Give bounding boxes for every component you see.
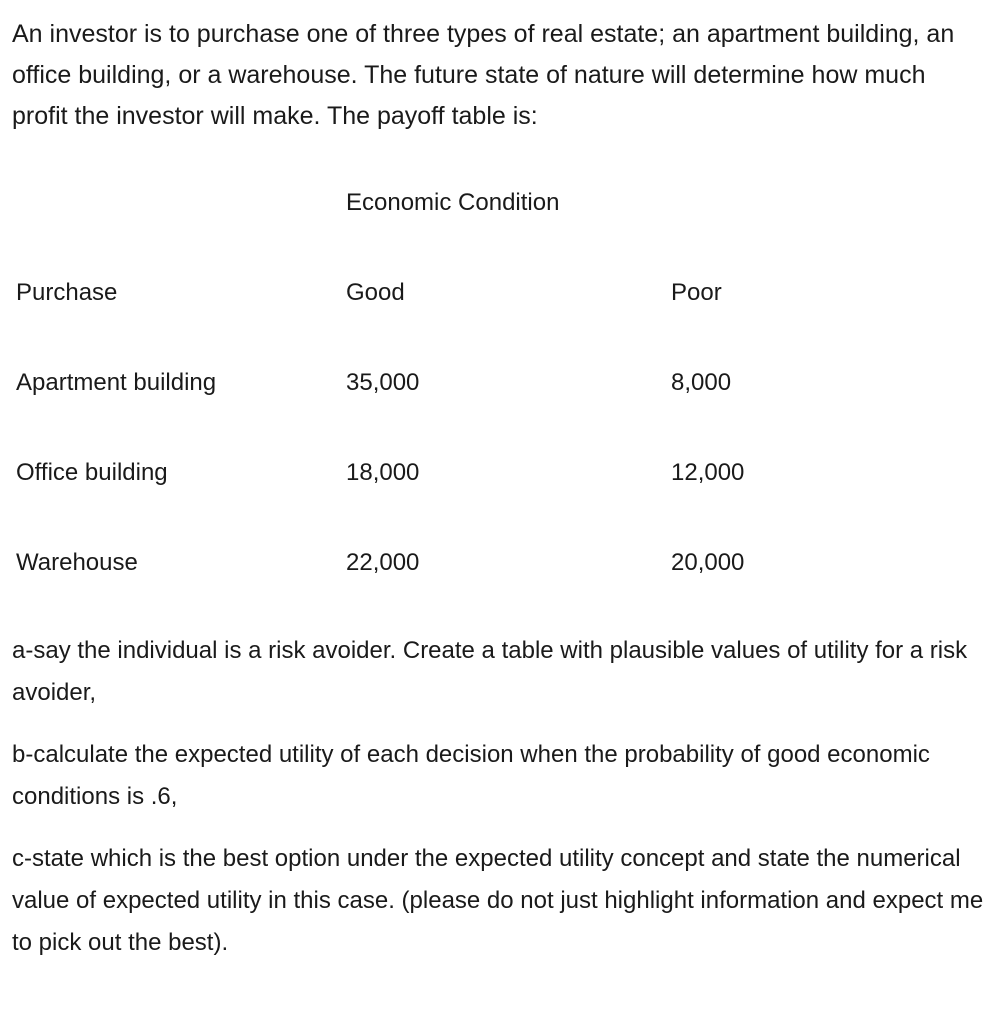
problem-intro: An investor is to purchase one of three types of real estate; an apartment building, an office building, or a warehouse. The future state of nature will determine how much profit the investor will make. The payoff table is: bbox=[12, 20, 955, 130]
row-apartment-label: Apartment building bbox=[16, 369, 217, 396]
question-a: a-say the individual is a risk avoider. Create a table with plausible values of utility for a risk avoider, bbox=[12, 637, 968, 706]
row-office-label: Office building bbox=[16, 459, 168, 486]
row-apartment-good: 35,000 bbox=[346, 369, 420, 396]
row-warehouse-good: 22,000 bbox=[346, 549, 420, 576]
purchase-header: Purchase bbox=[16, 279, 118, 306]
question-b: b-calculate the expected utility of each decision when the probability of good economic conditions is .6, bbox=[12, 741, 930, 810]
poor-header: Poor bbox=[671, 279, 722, 306]
question-c: c-state which is the best option under the expected utility concept and state the numerical value of expected utility in this case. (please do not just highlight information and expect me to pick out the best). bbox=[12, 845, 984, 956]
row-warehouse-label: Warehouse bbox=[16, 549, 138, 576]
row-apartment-poor: 8,000 bbox=[671, 369, 732, 396]
row-warehouse-poor: 20,000 bbox=[671, 549, 745, 576]
row-office-poor: 12,000 bbox=[671, 459, 745, 486]
economic-condition-header: Economic Condition bbox=[346, 189, 560, 216]
good-header: Good bbox=[346, 279, 405, 306]
row-office-good: 18,000 bbox=[346, 459, 420, 486]
